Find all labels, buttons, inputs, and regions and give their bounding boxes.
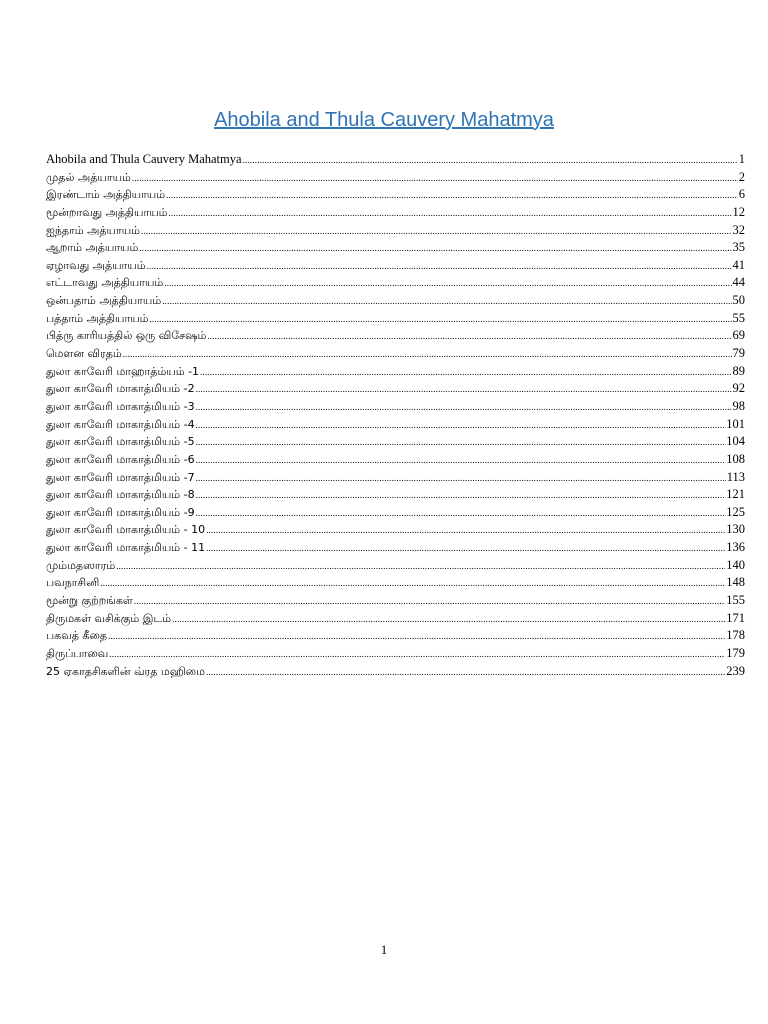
dot-leader [243, 152, 738, 169]
toc-entry-title[interactable]: துலா காவேரி மாகாத்மியம் -2 [46, 382, 195, 396]
dot-leader [123, 346, 732, 363]
toc-entry-title[interactable]: ஆறாம் அத்யாயம் [46, 241, 139, 255]
toc-entry-page[interactable]: 136 [726, 540, 745, 555]
toc-entry-title[interactable]: துலா காவேரி மாகாத்மியம் - 10 [46, 523, 206, 537]
toc-entry-title[interactable]: துலா காவேரி மாகாத்மியம் -4 [46, 417, 195, 431]
toc-entry-page[interactable]: 1 [738, 152, 745, 166]
toc-entry-page[interactable]: 148 [726, 575, 745, 590]
toc-entry-title[interactable]: துலா காவேரி மாகாத்மியம் -5 [46, 435, 195, 449]
toc-entry-title[interactable]: துலா காவேரி மாகாத்மியம் -9 [46, 505, 195, 519]
dot-leader [109, 646, 725, 663]
dot-leader [116, 558, 725, 575]
toc-entry-title[interactable]: முதல் அத்யாயம் [46, 170, 131, 184]
dot-leader [196, 505, 726, 522]
toc-entry-page[interactable]: 104 [726, 434, 745, 449]
toc-entry[interactable] [46, 416, 745, 434]
toc-entry[interactable] [46, 151, 745, 169]
page-title[interactable]: Ahobila and Thula Cauvery Mahatmya [214, 109, 554, 131]
dot-leader [147, 258, 732, 275]
dot-leader [134, 593, 725, 610]
toc-entry-title[interactable]: துலா காவேரி மாகாத்மியம் -6 [46, 452, 195, 466]
toc-entry-page[interactable]: 125 [726, 504, 745, 519]
toc-entry-page[interactable]: 178 [726, 628, 745, 643]
toc-entry-title[interactable]: மௌன விரதம் [46, 347, 122, 361]
toc-entry-title[interactable]: எட்டாவது அத்தியாயம் [46, 276, 164, 290]
toc-entry[interactable] [46, 257, 745, 275]
toc-entry[interactable] [46, 592, 745, 610]
dot-leader [196, 452, 726, 469]
dot-leader [100, 575, 725, 592]
toc-entry[interactable] [46, 521, 745, 539]
toc-entry-title[interactable]: துலா காவேரி மாஹாத்ம்யம் -1 [46, 364, 200, 378]
toc-entry-page[interactable]: 50 [732, 293, 745, 308]
toc-entry[interactable] [46, 169, 745, 187]
toc-entry[interactable] [46, 433, 745, 451]
dot-leader [164, 275, 731, 292]
dot-leader [141, 223, 732, 240]
dot-leader [206, 540, 725, 557]
dot-leader [196, 470, 726, 487]
toc-entry-title[interactable]: 25 ஏகாதசிகளின் வ்ரத மஹிமை [46, 664, 205, 678]
dot-leader [200, 364, 731, 381]
toc-entry[interactable] [46, 327, 745, 345]
toc-entry-title[interactable]: திருமகள் வசிக்கும் இடம் [46, 611, 172, 625]
toc-entry[interactable] [46, 292, 745, 310]
toc-entry-title[interactable]: துலா காவேரி மாகாத்மியம் -7 [46, 470, 195, 484]
dot-leader [162, 293, 731, 310]
toc-entry-page[interactable]: 179 [726, 645, 745, 660]
table-of-contents [46, 151, 745, 680]
toc-entry[interactable] [46, 274, 745, 292]
toc-entry-page[interactable]: 2 [738, 169, 745, 184]
dot-leader [132, 170, 738, 187]
toc-entry-page[interactable]: 79 [732, 346, 745, 361]
toc-entry-page[interactable]: 130 [726, 522, 745, 537]
toc-entry-title[interactable]: துலா காவேரி மாகாத்மியம் -8 [46, 488, 195, 502]
toc-entry-page[interactable]: 12 [732, 204, 745, 219]
toc-entry-page[interactable]: 55 [732, 310, 745, 325]
toc-entry-page[interactable]: 121 [726, 487, 745, 502]
toc-entry[interactable] [46, 380, 745, 398]
toc-entry-page[interactable]: 41 [732, 257, 745, 272]
toc-entry[interactable] [46, 663, 745, 681]
dot-leader [166, 187, 738, 204]
toc-entry-title[interactable]: ஏழாவது அத்யாயம் [46, 258, 146, 272]
toc-entry-title[interactable]: பித்ரு காரியத்தில் ஒரு விசேஷம் [46, 329, 207, 343]
toc-entry-page[interactable]: 140 [726, 557, 745, 572]
toc-entry[interactable] [46, 469, 745, 487]
toc-entry[interactable] [46, 345, 745, 363]
toc-entry[interactable] [46, 398, 745, 416]
toc-entry[interactable] [46, 239, 745, 257]
toc-entry[interactable] [46, 363, 745, 381]
toc-entry-page[interactable]: 239 [726, 663, 745, 678]
toc-entry-page[interactable]: 92 [732, 381, 745, 396]
dot-leader [196, 487, 726, 504]
page-number: 1 [380, 942, 388, 957]
toc-entry-title[interactable]: ஐந்தாம் அத்யாயம் [46, 223, 140, 237]
toc-entry-page[interactable]: 113 [726, 469, 745, 484]
toc-entry[interactable] [46, 645, 745, 663]
toc-entry-page[interactable]: 98 [732, 398, 745, 413]
dot-leader [139, 240, 731, 257]
toc-entry-title[interactable]: பவநாசினி [46, 576, 100, 590]
toc-entry-page[interactable]: 69 [732, 328, 745, 343]
toc-entry-page[interactable]: 155 [726, 593, 745, 608]
toc-entry-page[interactable]: 32 [732, 222, 745, 237]
dot-leader [149, 311, 731, 328]
toc-entry-title[interactable]: மூன்று குற்றங்கள் [46, 594, 133, 608]
toc-entry[interactable] [46, 486, 745, 504]
toc-entry-title[interactable]: பத்தாம் அத்தியாயம் [46, 311, 149, 325]
toc-entry-title[interactable]: துலா காவேரி மாகாத்மியம் -3 [46, 399, 195, 413]
dot-leader [108, 628, 725, 645]
dot-leader [196, 417, 726, 434]
toc-entry[interactable] [46, 539, 745, 557]
dot-leader [196, 381, 732, 398]
toc-entry[interactable] [46, 610, 745, 628]
toc-entry-title[interactable]: மூன்றாவது அத்தியாயம் [46, 205, 168, 219]
toc-entry[interactable] [46, 451, 745, 469]
toc-entry-title[interactable]: இரண்டாம் அத்தியாயம் [46, 188, 166, 202]
toc-entry-page[interactable]: 6 [738, 187, 745, 202]
toc-entry[interactable] [46, 310, 745, 328]
toc-entry[interactable] [46, 186, 745, 204]
dot-leader [169, 205, 732, 222]
toc-entry-page[interactable]: 89 [732, 363, 745, 378]
dot-leader [172, 611, 725, 628]
toc-entry[interactable] [46, 557, 745, 575]
toc-entry[interactable] [46, 504, 745, 522]
toc-entry[interactable] [46, 204, 745, 222]
dot-leader [207, 328, 731, 345]
toc-entry-title[interactable]: Ahobila and Thula Cauvery Mahatmya [46, 152, 242, 166]
dot-leader [196, 434, 726, 451]
toc-entry-title[interactable]: ஒன்பதாம் அத்தியாயம் [46, 294, 162, 308]
toc-entry-page[interactable]: 101 [726, 416, 745, 431]
dot-leader [206, 664, 725, 681]
toc-entry-title[interactable]: திருப்பாவை [46, 646, 109, 660]
toc-entry[interactable] [46, 574, 745, 592]
toc-entry-page[interactable]: 44 [732, 275, 745, 290]
toc-entry-page[interactable]: 171 [726, 610, 745, 625]
toc-entry-title[interactable]: மும்மதஸாரம் [46, 558, 116, 572]
dot-leader [196, 399, 732, 416]
toc-entry-page[interactable]: 35 [732, 240, 745, 255]
dot-leader [206, 522, 725, 539]
toc-entry-page[interactable]: 108 [726, 451, 745, 466]
toc-entry[interactable] [46, 627, 745, 645]
toc-entry-title[interactable]: துலா காவேரி மாகாத்மியம் - 11 [46, 541, 206, 555]
toc-entry-title[interactable]: பகவத் கீதை [46, 629, 108, 643]
toc-entry[interactable] [46, 222, 745, 240]
